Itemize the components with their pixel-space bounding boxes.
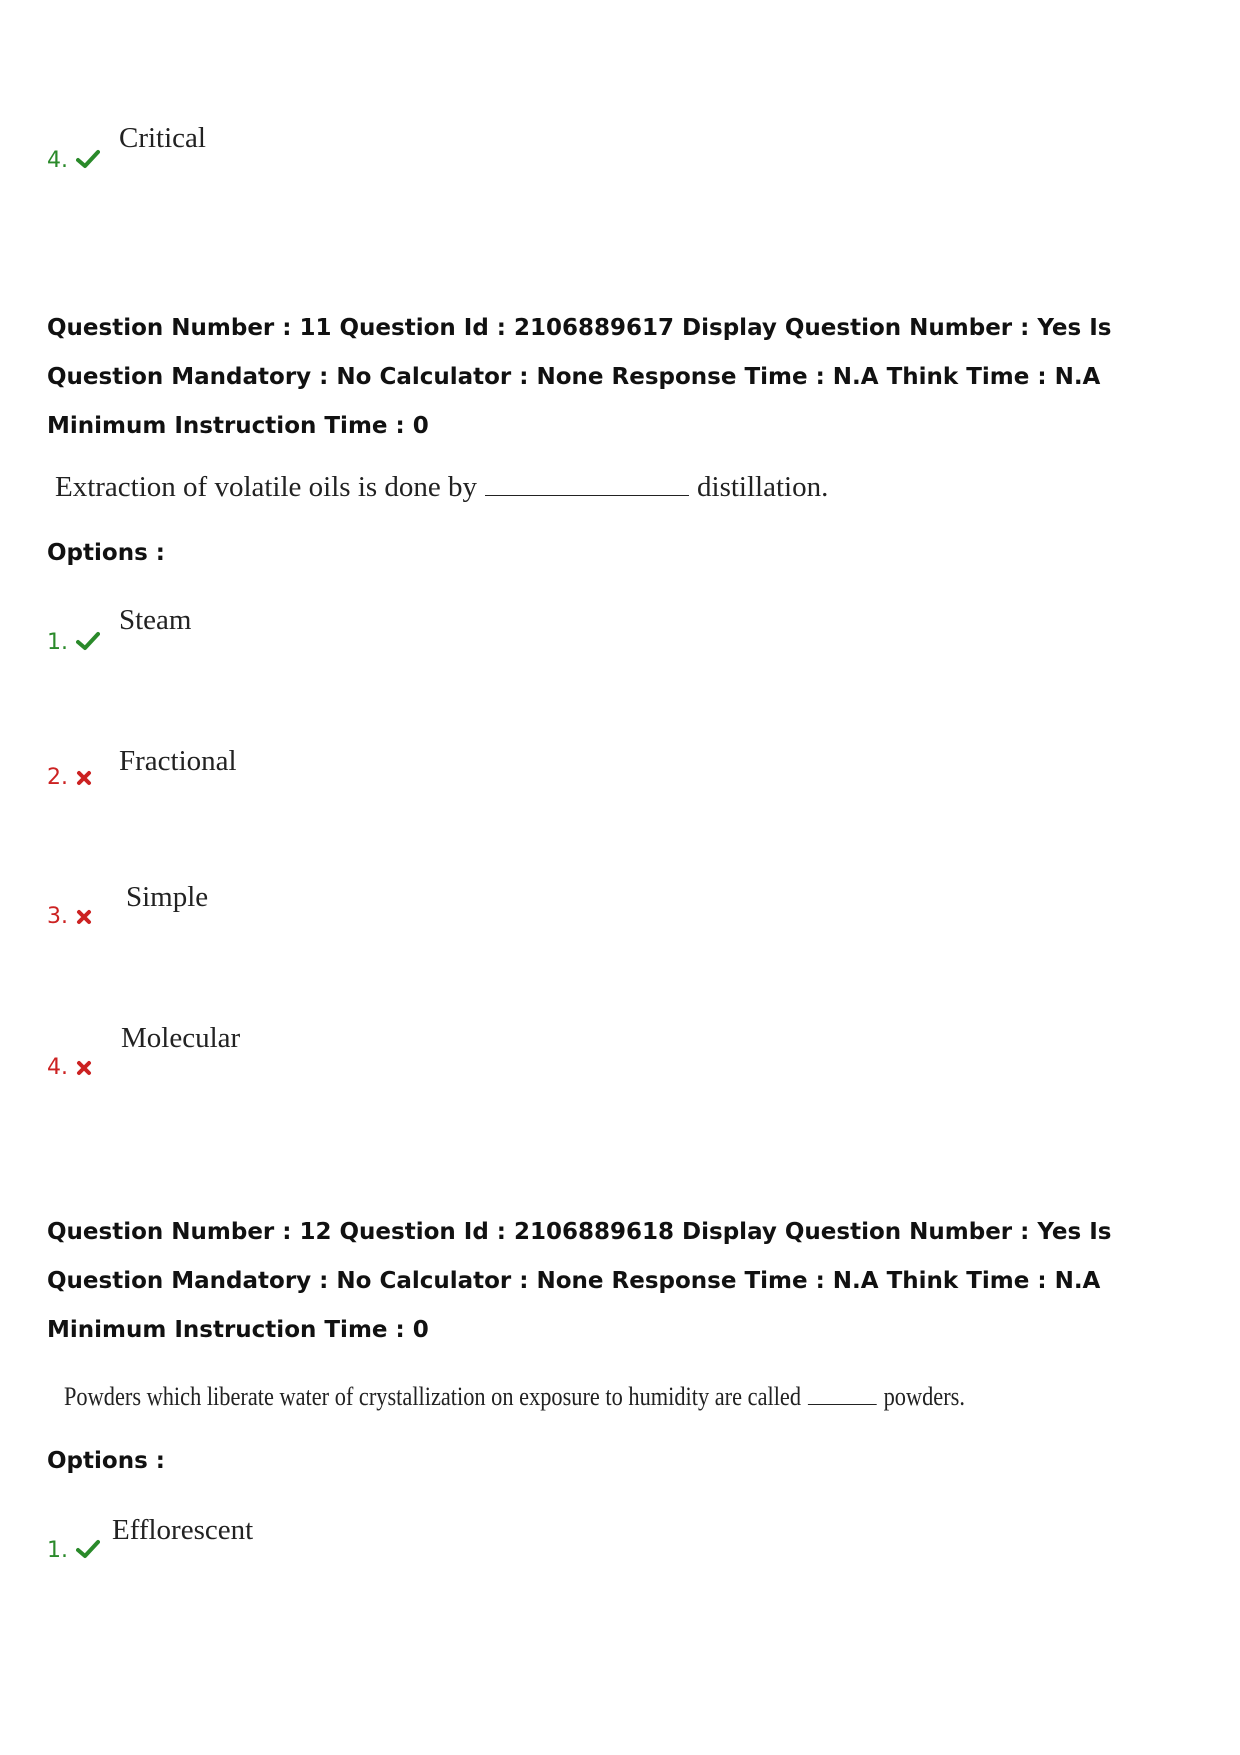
stem-text-before: Powders which liberate water of crystallization on exposure to humidity are called (64, 1382, 802, 1411)
option-number: 4. (47, 1055, 68, 1080)
q11-option-2-text: Fractional (119, 745, 237, 777)
answer-blank (808, 1403, 877, 1405)
check-icon (76, 149, 100, 176)
check-icon (76, 1539, 100, 1566)
prev-option-4-number (47, 148, 100, 176)
question-11-options-label: Options : (47, 540, 165, 566)
question-12-options-label: Options : (47, 1448, 165, 1474)
question-12-stem (64, 1381, 965, 1413)
q11-option-1-text: Steam (119, 604, 192, 636)
q11-option-3-text: Simple (126, 881, 209, 913)
stem-text-after: powders. (883, 1382, 965, 1411)
cross-icon (76, 1057, 92, 1083)
q11-option-1-number (47, 630, 100, 658)
prev-option-4-text: Critical (119, 122, 206, 154)
option-number: 1. (47, 630, 68, 655)
option-number: 1. (47, 1538, 68, 1563)
question-11-meta: Question Number : 11 Question Id : 2106889617 Display Question Number : Yes Is Question Mandatory : No Calculator : None Response Time : N.A Think Time : N.A Minimum Instruction Time : 0 (47, 315, 1112, 439)
check-icon (76, 631, 100, 658)
stem-text-after: distillation. (697, 471, 829, 503)
option-number: 3. (47, 904, 68, 929)
question-11-stem (55, 470, 828, 504)
q12-option-1-text: Efflorescent (112, 1514, 254, 1546)
question-12-meta: Question Number : 12 Question Id : 2106889618 Display Question Number : Yes Is Question Mandatory : No Calculator : None Response Time : N.A Think Time : N.A Minimum Instruction Time : 0 (47, 1219, 1112, 1343)
q11-option-3-number (47, 904, 92, 932)
stem-text-before: Extraction of volatile oils is done by (55, 471, 478, 503)
q11-option-4-text: Molecular (121, 1022, 241, 1054)
q11-option-4-number (47, 1055, 92, 1083)
q12-option-1-number (47, 1538, 100, 1566)
q11-option-2-number (47, 765, 92, 793)
answer-blank (485, 494, 689, 496)
cross-icon (76, 767, 92, 793)
option-number: 2. (47, 765, 68, 790)
cross-icon (76, 906, 92, 932)
option-number: 4. (47, 148, 68, 173)
